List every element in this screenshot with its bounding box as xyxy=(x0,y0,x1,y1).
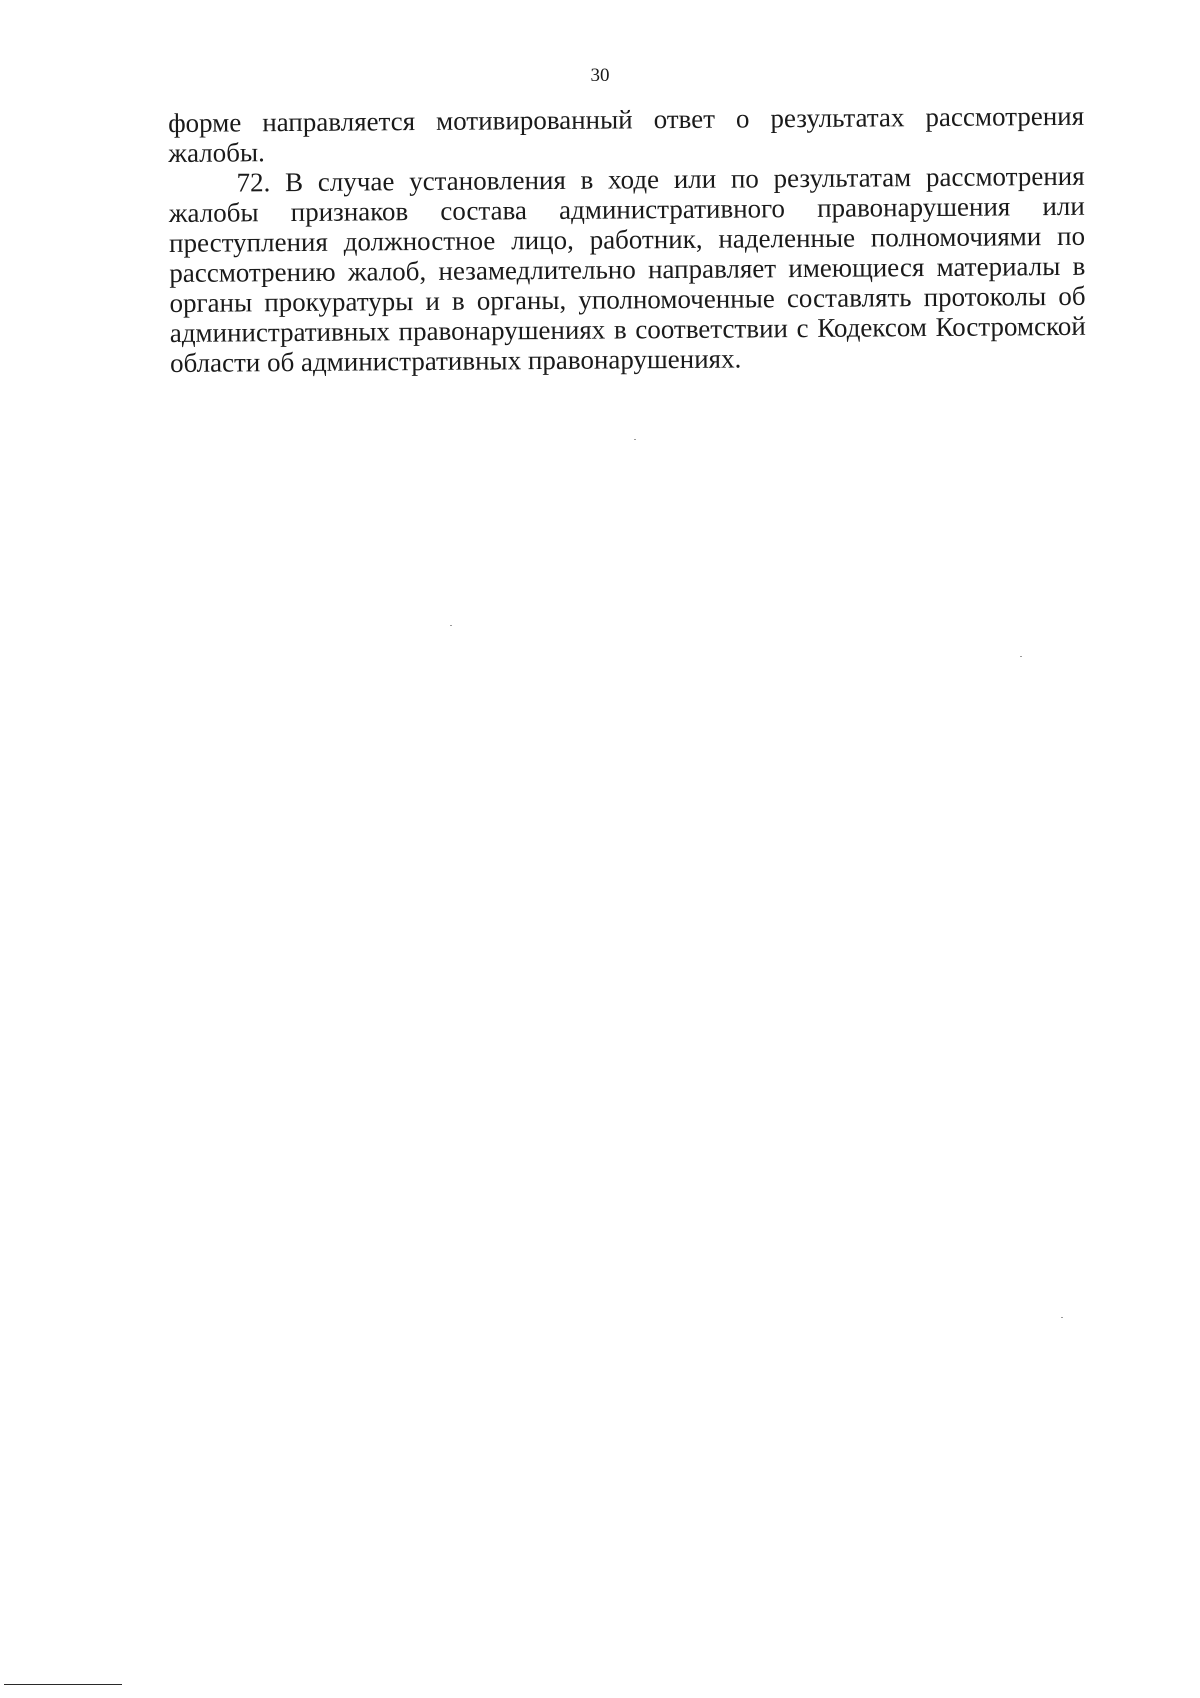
paragraph-72: 72. В случае установления в ходе или по результатам рассмотрения жалобы признаков состава административного правонарушения или преступления должностное лицо, работник, наделенные полномочиями по рассмотрению жалоб, незамедлительно направляет имеющиеся материалы в органы прокуратуры и в органы, уполномоченные составлять протоколы об административных правонарушениях в соответствии с Кодексом Костромской области об административных правонарушениях. xyxy=(168,160,1086,378)
footnote-separator-line xyxy=(4,1684,122,1685)
paragraph-continuation: форме направляется мотивированный ответ о результатах рассмотрения жалобы. xyxy=(168,100,1085,168)
page-number: 30 xyxy=(590,65,610,86)
scan-speck xyxy=(1061,1317,1063,1318)
scan-speck xyxy=(1020,656,1022,657)
scan-speck xyxy=(634,439,636,440)
body-text xyxy=(168,101,1086,378)
scan-speck xyxy=(450,625,452,626)
